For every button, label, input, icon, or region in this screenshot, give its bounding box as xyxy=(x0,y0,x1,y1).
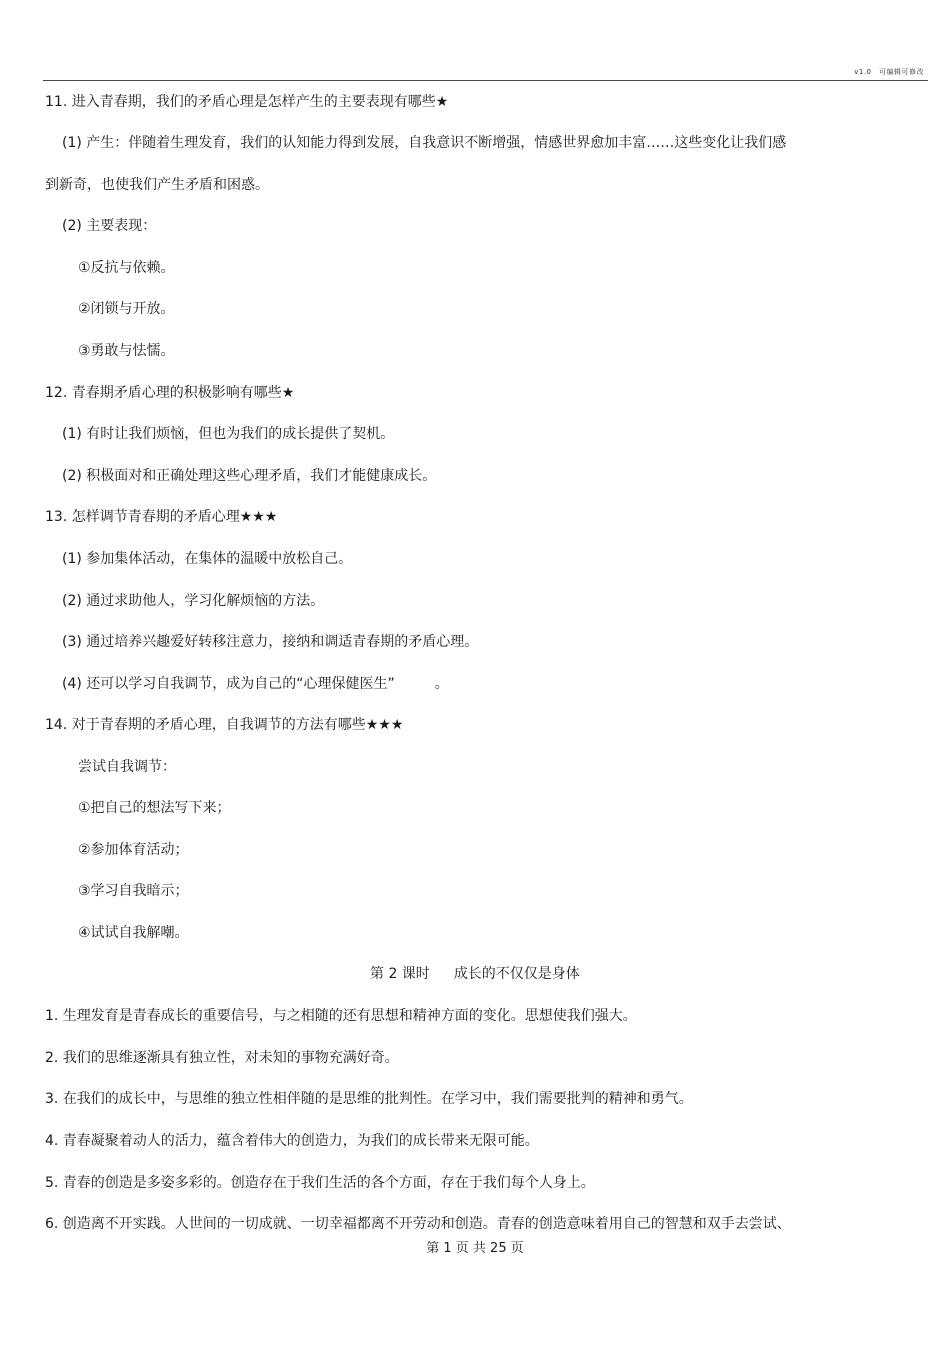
question-13-answer-1: (1) 参加集体活动，在集体的温暖中放松自己。 xyxy=(62,551,353,567)
list-item: ③学习自我暗示； xyxy=(78,883,189,899)
question-12-answer-2: (2) 积极面对和正确处理这些心理矛盾，我们才能健康成长。 xyxy=(62,468,437,484)
answer-4-text: (4) 还可以学习自我调节，成为自己的“心理保健医生” xyxy=(62,676,395,692)
point-4: 4. 青春凝聚着动人的活力，蕴含着伟大的创造力，为我们的成长带来无限可能。 xyxy=(45,1133,539,1149)
question-14-title: 14. 对于青春期的矛盾心理，自我调节的方法有哪些★★★ xyxy=(45,717,404,733)
header-divider xyxy=(43,80,928,81)
point-2: 2. 我们的思维逐渐具有独立性，对未知的事物充满好奇。 xyxy=(45,1050,399,1066)
point-1: 1. 生理发育是青春成长的重要信号，与之相随的还有思想和精神方面的变化。思想使我们强大。 xyxy=(45,1008,637,1024)
point-6: 6. 创造离不开实践。人世间的一切成就、一切幸福都离不开劳动和创造。青春的创造意味着用自己的智慧和双手去尝试、 xyxy=(45,1216,791,1232)
list-item: ②参加体育活动； xyxy=(78,842,189,858)
point-5: 5. 青春的创造是多姿多彩的。创造存在于我们生活的各个方面，存在于我们每个人身上。 xyxy=(45,1175,595,1191)
question-13-answer-2: (2) 通过求助他人，学习化解烦恼的方法。 xyxy=(62,593,325,609)
answer-4-end: 。 xyxy=(434,676,449,692)
list-item: ②闭锁与开放。 xyxy=(78,301,175,317)
list-item: ③勇敢与怯懦。 xyxy=(78,343,175,359)
lesson-title: 成长的不仅仅是身体 xyxy=(453,966,580,982)
question-14-intro: 尝试自我调节： xyxy=(78,759,176,775)
question-11-answer-2: (2) 主要表现： xyxy=(62,218,157,234)
version-label: v1.0 可编辑可修改 xyxy=(854,68,924,76)
question-12-title: 12. 青春期矛盾心理的积极影响有哪些★ xyxy=(45,385,295,401)
section-heading xyxy=(370,965,580,983)
page-footer: 第 1 页 共 25 页 xyxy=(426,1241,524,1256)
question-13-title: 13. 怎样调节青春期的矛盾心理★★★ xyxy=(45,509,278,525)
point-3: 3. 在我们的成长中，与思维的独立性相伴随的是思维的批判性。在学习中，我们需要批判的精神和勇气。 xyxy=(45,1091,693,1107)
question-11-answer-1b: 到新奇，也使我们产生矛盾和困惑。 xyxy=(45,177,269,193)
question-11-title: 11. 进入青春期，我们的矛盾心理是怎样产生的主要表现有哪些★ xyxy=(45,94,449,110)
question-13-answer-3: (3) 通过培养兴趣爱好转移注意力，接纳和调适青春期的矛盾心理。 xyxy=(62,634,479,650)
list-item: ①把自己的想法写下来； xyxy=(78,800,231,816)
question-12-answer-1: (1) 有时让我们烦恼，但也为我们的成长提供了契机。 xyxy=(62,426,395,442)
lesson-number: 第 2 课时 xyxy=(370,966,430,982)
question-11-answer-1a: (1) 产生：伴随着生理发育，我们的认知能力得到发展，自我意识不断增强，情感世界愈加丰富……这些变化让我们感 xyxy=(62,135,787,151)
question-13-answer-4 xyxy=(62,675,449,693)
list-item: ①反抗与依赖。 xyxy=(78,260,175,276)
list-item: ④试试自我解嘲。 xyxy=(78,925,189,941)
